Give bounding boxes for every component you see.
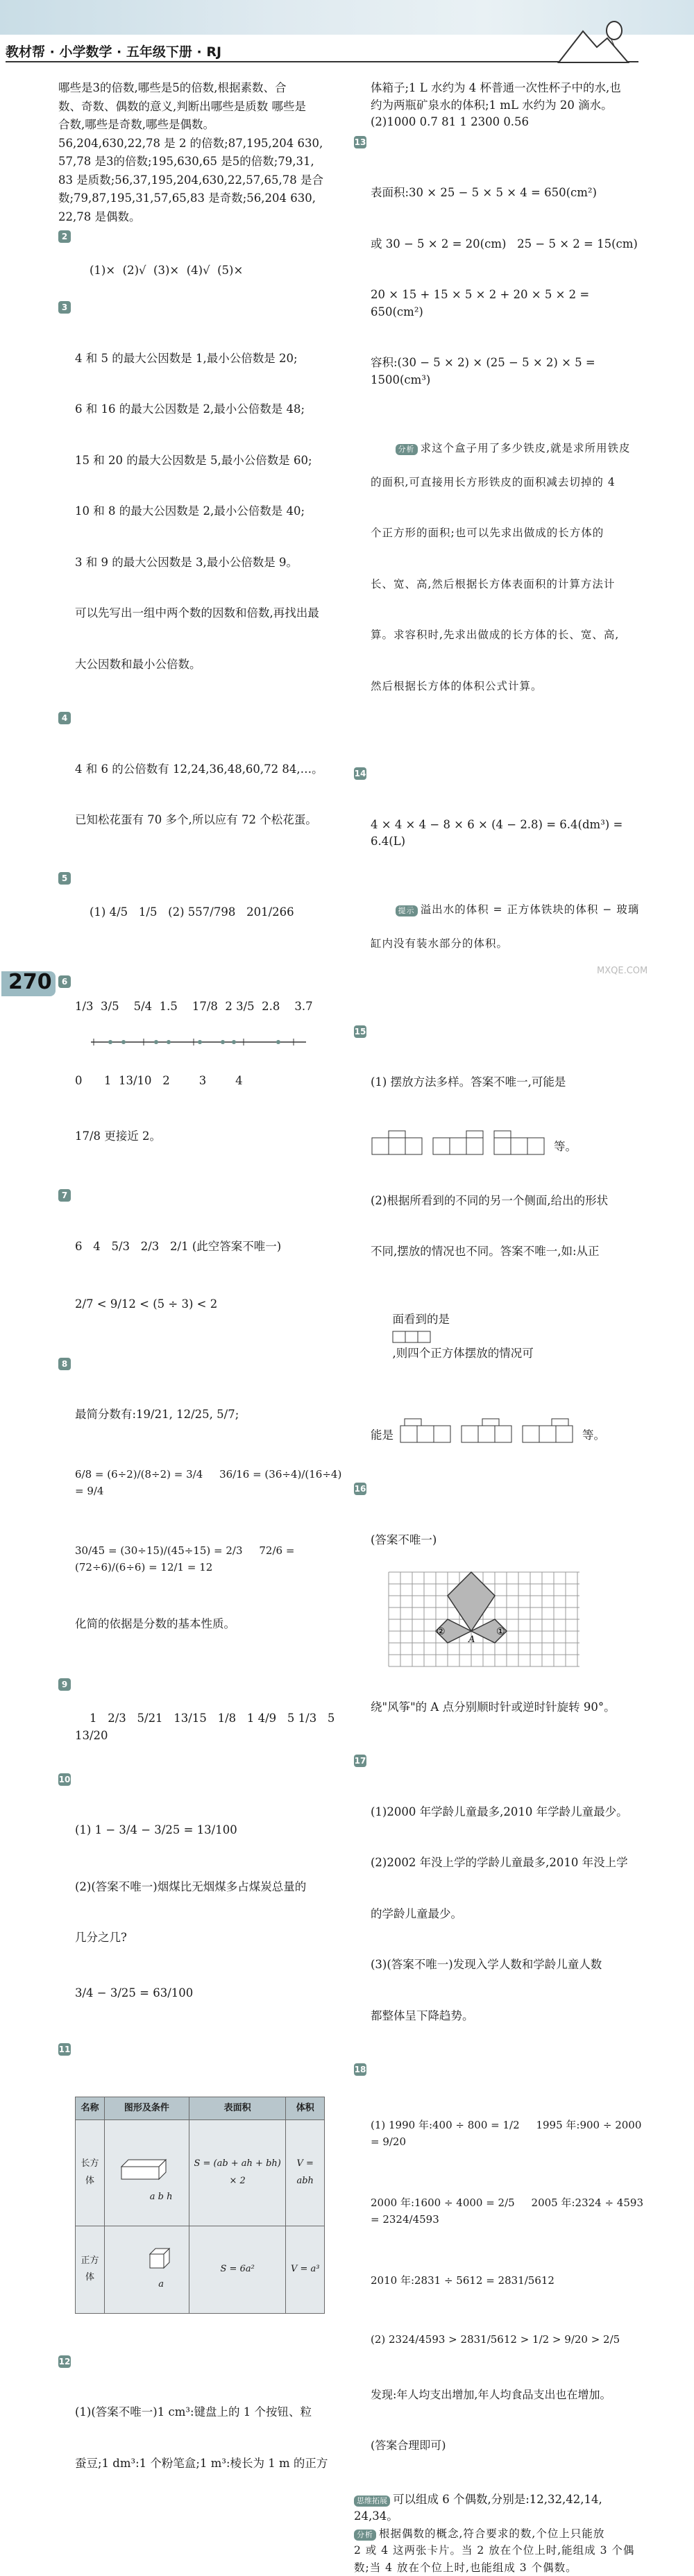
- table-cell: V = a³: [286, 2226, 325, 2313]
- question-number-badge: 11: [58, 2043, 71, 2056]
- question-number-badge: 16: [354, 1483, 366, 1495]
- note-line: 缸内没有装水部分的体积。: [371, 935, 645, 953]
- answer-line: (2)1000 0.7 81 1 2300 0.56: [371, 114, 645, 131]
- answer-line: (答案合理即可): [371, 2437, 645, 2455]
- answer-line: 最简分数有:19/21, 12/25, 5/7;: [75, 1406, 346, 1424]
- table-row: [76, 2226, 325, 2313]
- answer-line: 2000 年:1600 ÷ 4000 = 2/5 2005 年:2324 ÷ 4593 = 2324/4593: [371, 2194, 645, 2228]
- answer-line: (1) 摆放方法多样。答案不唯一,可能是: [371, 1074, 645, 1091]
- analysis-note: [354, 2525, 645, 2576]
- cube-labels: a: [158, 2279, 164, 2289]
- intro-line: 哪些是3的倍数,哪些是5的倍数,根据素数、合: [58, 80, 346, 97]
- answer-line: 都整体呈下降趋势。: [371, 2008, 645, 2025]
- question-number-badge: 9: [58, 1678, 71, 1691]
- answer-line: 17/8 更接近 2。: [75, 1128, 346, 1145]
- answer-line: 大公因数和最小公倍数。: [75, 656, 346, 674]
- answer-line: 10 和 8 的最大公因数是 2,最小公倍数是 40;: [75, 503, 346, 520]
- table-cell: S = 6a²: [189, 2226, 286, 2313]
- question-number-badge: 8: [58, 1358, 71, 1370]
- question-number-badge: 5: [58, 872, 71, 885]
- answer-line: 4 和 6 的公倍数有 12,24,36,48,60,72 84,…。: [75, 761, 346, 778]
- table-cell: S = (ab + ah + bh) × 2: [189, 2120, 286, 2226]
- answer-text: 等。: [554, 1138, 577, 1156]
- answer-line: (1) 1 − 3/4 − 3/25 = 13/100: [75, 1822, 346, 1839]
- answer-line: 30/45 = (30÷15)/(45÷15) = 2/3 72/6 = (72÷6)/(6÷6) = 12/1 = 12: [75, 1542, 346, 1576]
- kite-label-2: ②: [437, 1626, 446, 1637]
- answer-line: 6/8 = (6÷2)/(8÷2) = 3/4 36/16 = (36÷4)/(16÷4) = 9/4: [75, 1466, 346, 1500]
- cuboid-icon: [119, 2157, 174, 2182]
- answer-13: [354, 134, 645, 763]
- question-number-badge: 7: [58, 1189, 71, 1202]
- right-column: [354, 80, 645, 2576]
- answer-15: [354, 1023, 645, 1478]
- question-number-badge: 3: [58, 301, 71, 314]
- solid-formula-table: [75, 2097, 325, 2314]
- fraction-labels: 1/3 3/5 5/4 1.5 17/8 2 3/5 2.8 3.7: [75, 998, 346, 1016]
- front-view-icon: [392, 1330, 431, 1344]
- answer-line: 3 和 9 的最大公因数是 3,最小公倍数是 9。: [75, 554, 346, 572]
- answer-5: [58, 870, 346, 938]
- answer-line: 6 4 5/3 2/3 2/1 (此空答案不唯一): [75, 1238, 346, 1256]
- answer-text: (1) 4/5 1/5 (2) 557/798 201/266: [90, 905, 294, 919]
- answer-12: [58, 2353, 346, 2507]
- answer-line: 或 30 − 5 × 2 = 20(cm) 25 − 5 × 2 = 15(cm): [371, 236, 645, 253]
- intro-line: 数;79,87,195,31,57,65,83 是奇数;56,204 630,: [58, 190, 346, 207]
- answer-text: 面看到的是: [392, 1313, 450, 1326]
- note-line: 求这个盒子用了多少铁皮,就是求所用铁皮: [421, 442, 631, 454]
- answer-line: [371, 1295, 645, 1380]
- cube-figure: [104, 2226, 189, 2313]
- table-header: 名称: [76, 2097, 105, 2120]
- answer-10: [58, 1771, 346, 2036]
- answer-text: ,则四个正方体摆放的情况可: [392, 1347, 533, 1360]
- answer-line: 蚕豆;1 dm³:1 个粉笔盒;1 m³:棱长为 1 m 的正方: [75, 2455, 346, 2473]
- point-a-label: A: [468, 1635, 475, 1645]
- answer-line: 20 × 15 + 15 × 5 × 2 + 20 × 5 × 2 = 650(cm²): [371, 287, 645, 321]
- intro-block: [58, 80, 346, 225]
- answer-text: 可以组成 6 个偶数,分别是:12,32,42,14,: [393, 2493, 602, 2506]
- cube-arrangement-icon: [399, 1416, 455, 1444]
- answer-line: (2)根据所看到的不同的另一个侧面,给出的形状: [371, 1193, 645, 1210]
- table-cell: 长方体: [76, 2120, 105, 2226]
- analysis-tag: 分析: [396, 444, 418, 455]
- cube-arrangement-icon: [371, 1128, 426, 1156]
- q12-continued: [354, 80, 645, 131]
- note-line: 长、宽、高,然后根据长方体表面积的计算方法计: [371, 576, 645, 593]
- mountain-balloon-icon: [555, 21, 632, 64]
- note-line: 个正方形的面积;也可以先求出做成的长方体的: [371, 524, 645, 542]
- intro-line: 22,78 是偶数。: [58, 209, 346, 226]
- table-cell: V = abh: [286, 2120, 325, 2226]
- answer-line: (答案不唯一): [371, 1532, 645, 1549]
- header-rule: [6, 61, 638, 62]
- table-row: [76, 2120, 325, 2226]
- answer-line: 化简的依据是分数的基本性质。: [75, 1616, 346, 1633]
- answer-4: [58, 710, 346, 863]
- answer-2: [58, 228, 346, 296]
- answer-line: 4 × 4 × 4 − 8 × 6 × (4 − 2.8) = 6.4(dm³) = 6.4(L): [371, 817, 645, 851]
- answer-line: 3/4 − 3/25 = 63/100: [75, 1985, 346, 2002]
- answer-16: [354, 1481, 645, 1750]
- kite-label-1: ①: [496, 1626, 505, 1637]
- intro-line: 57,78 是3的倍数;195,630,65 是5的倍数;79,31,: [58, 153, 346, 171]
- question-number-badge: 14: [354, 767, 366, 780]
- answer-line: 发现:年人均支出增加,年人均食品支出也在增加。: [371, 2387, 645, 2404]
- answer-line: 容积:(30 − 5 × 2) × (25 − 5 × 2) × 5 = 1500(cm³): [371, 355, 645, 389]
- question-number-badge: 18: [354, 2063, 366, 2076]
- note-line: 数;当 4 放在个位上时,也能组成 3 个偶数。: [354, 2559, 645, 2576]
- answer-line: (1) 1990 年:400 ÷ 800 = 1/2 1995 年:900 ÷ 2000 = 9/20: [371, 2117, 645, 2151]
- answer-line: 不同,摆放的情况也不同。答案不唯一,如:从正: [371, 1243, 645, 1261]
- intro-line: 56,204,630,22,78 是 2 的倍数;87,195,204 630,: [58, 135, 346, 153]
- page-number-tab: [1, 971, 56, 996]
- page-number: 270: [8, 970, 52, 994]
- extension-tag: 思维拓展: [354, 2496, 390, 2507]
- question-number-badge: 15: [354, 1025, 366, 1038]
- kite-rotation-grid: [385, 1569, 586, 1677]
- question-number-badge: 13: [354, 136, 366, 148]
- axis-labels: 0 1 13/10 2 3 4: [75, 1073, 346, 1090]
- answer-line: 4 和 5 的最大公因数是 1,最小公倍数是 20;: [75, 350, 346, 368]
- table-header: 表面积: [189, 2097, 286, 2120]
- note-line: 算。求容积时,先求出做成的长方体的长、宽、高,: [371, 626, 645, 644]
- answer-line: 的学龄儿童最少。: [371, 1906, 645, 1923]
- question-number-badge: 10: [58, 1773, 71, 1786]
- answer-line: 2010 年:2831 ÷ 5612 = 2831/5612: [371, 2272, 645, 2289]
- answer-line: 6 和 16 的最大公因数是 2,最小公倍数是 48;: [75, 401, 346, 418]
- note-line: 2 或 4 这两张卡片。当 2 放在个位上时,能组成 3 个偶: [354, 2542, 645, 2559]
- arrangement-figures: [371, 1416, 645, 1444]
- intro-line: 数、奇数、偶数的意义,判断出哪些是质数 哪些是: [58, 99, 346, 116]
- cube-arrangement-icon: [493, 1128, 548, 1156]
- answer-text: 能是: [371, 1427, 393, 1444]
- answer-line: 体箱子;1 L 水约为 4 杯普通一次性杯子中的水,也: [371, 80, 645, 97]
- answer-line: (1)(答案不唯一)1 cm³:键盘上的 1 个按钮、粒: [75, 2404, 346, 2421]
- watermark: MXQE.COM: [597, 966, 648, 976]
- cube-arrangement-icon: [460, 1416, 516, 1444]
- answer-14: [354, 765, 645, 1021]
- cube-arrangement-icon: [521, 1416, 577, 1444]
- note-line: 根据偶数的概念,符合要求的数,个位上只能放: [379, 2527, 604, 2540]
- answer-6: [58, 948, 346, 1179]
- answer-line: 几分之几?: [75, 1929, 346, 1947]
- cuboid-labels: a b h: [150, 2192, 173, 2202]
- table-header: 图形及条件: [104, 2097, 189, 2120]
- answer-line: (1)2000 年学龄儿童最多,2010 年学龄儿童最少。: [371, 1804, 645, 1821]
- number-line: [90, 1032, 312, 1050]
- question-number-badge: 17: [354, 1755, 366, 1767]
- answer-line: (2)2002 年没上学的学龄儿童最多,2010 年没上学: [371, 1854, 645, 1872]
- answer-line: 15 和 20 的最大公因数是 5,最小公倍数是 60;: [75, 452, 346, 470]
- question-number-badge: 2: [58, 230, 71, 243]
- answer-text: (1)× (2)√ (3)× (4)√ (5)×: [90, 264, 243, 277]
- intro-line: 合数,哪些是奇数,哪些是偶数。: [58, 117, 346, 134]
- answer-text: 等。: [582, 1427, 605, 1444]
- answer-line: 表面积:30 × 25 − 5 × 5 × 4 = 650(cm²): [371, 185, 645, 202]
- answer-line: 绕"风筝"的 A 点分别顺时针或逆时针旋转 90°。: [371, 1699, 645, 1716]
- hint-tag: 提示: [396, 905, 418, 916]
- answer-line: 约为两瓶矿泉水的体积;1 mL 水约为 20 滴水。: [371, 97, 645, 114]
- answer-17: [354, 1752, 645, 2058]
- cuboid-figure: [104, 2120, 189, 2226]
- intro-line: 83 是质数;56,37,195,204,630,22,57,65,78 是合: [58, 172, 346, 189]
- extension-block: [354, 2491, 645, 2576]
- analysis-tag: 分析: [354, 2530, 376, 2541]
- answer-line: (2)(答案不唯一)烟煤比无烟煤多占煤炭总量的: [75, 1879, 346, 1896]
- answer-line: 已知松花蛋有 70 多个,所以应有 72 个松花蛋。: [75, 812, 346, 829]
- analysis-note: [371, 423, 645, 728]
- table-header-row: [76, 2097, 325, 2120]
- note-line: 溢出水的体积 = 正方体铁块的体积 − 玻璃: [421, 903, 640, 916]
- answer-8: [58, 1356, 346, 1667]
- answer-line: (2) 2324/4593 > 2831/5612 > 1/2 > 9/20 > 2/5: [371, 2331, 645, 2348]
- answer-18: [354, 2061, 645, 2489]
- table-cell: 正方体: [76, 2226, 105, 2313]
- answer-line: 可以先写出一组中两个数的因数和倍数,再找出最: [75, 605, 346, 622]
- arrangement-figures: [371, 1128, 645, 1156]
- question-number-badge: 4: [58, 712, 71, 724]
- answer-line: 2/7 < 9/12 < (5 ÷ 3) < 2: [75, 1296, 346, 1313]
- answer-11: [58, 2041, 346, 2351]
- answer-7: [58, 1187, 346, 1347]
- cube-arrangement-icon: [432, 1128, 487, 1156]
- cube-icon: [147, 2246, 175, 2269]
- table-header: 体积: [286, 2097, 325, 2120]
- left-column: [58, 80, 346, 2506]
- note-line: 然后根据长方体的体积公式计算。: [371, 678, 645, 695]
- book-title: 教材帮 · 小学数学 · 五年级下册 · RJ: [6, 42, 221, 60]
- question-number-badge: 6: [58, 975, 71, 988]
- answer-text: 1 2/3 5/21 13/15 1/8 1 4/9 5 1/3 5 13/20: [75, 1712, 339, 1742]
- answer-9: [58, 1676, 346, 1762]
- note-line: 的面积,可直接用长方形铁皮的面积减去切掉的 4: [371, 474, 645, 491]
- question-number-badge: 12: [58, 2355, 71, 2368]
- answer-line: (3)(答案不唯一)发现入学人数和学龄儿童人数: [371, 1956, 645, 1974]
- answer-3: [58, 299, 346, 707]
- answer-line: 24,34。: [354, 2508, 645, 2525]
